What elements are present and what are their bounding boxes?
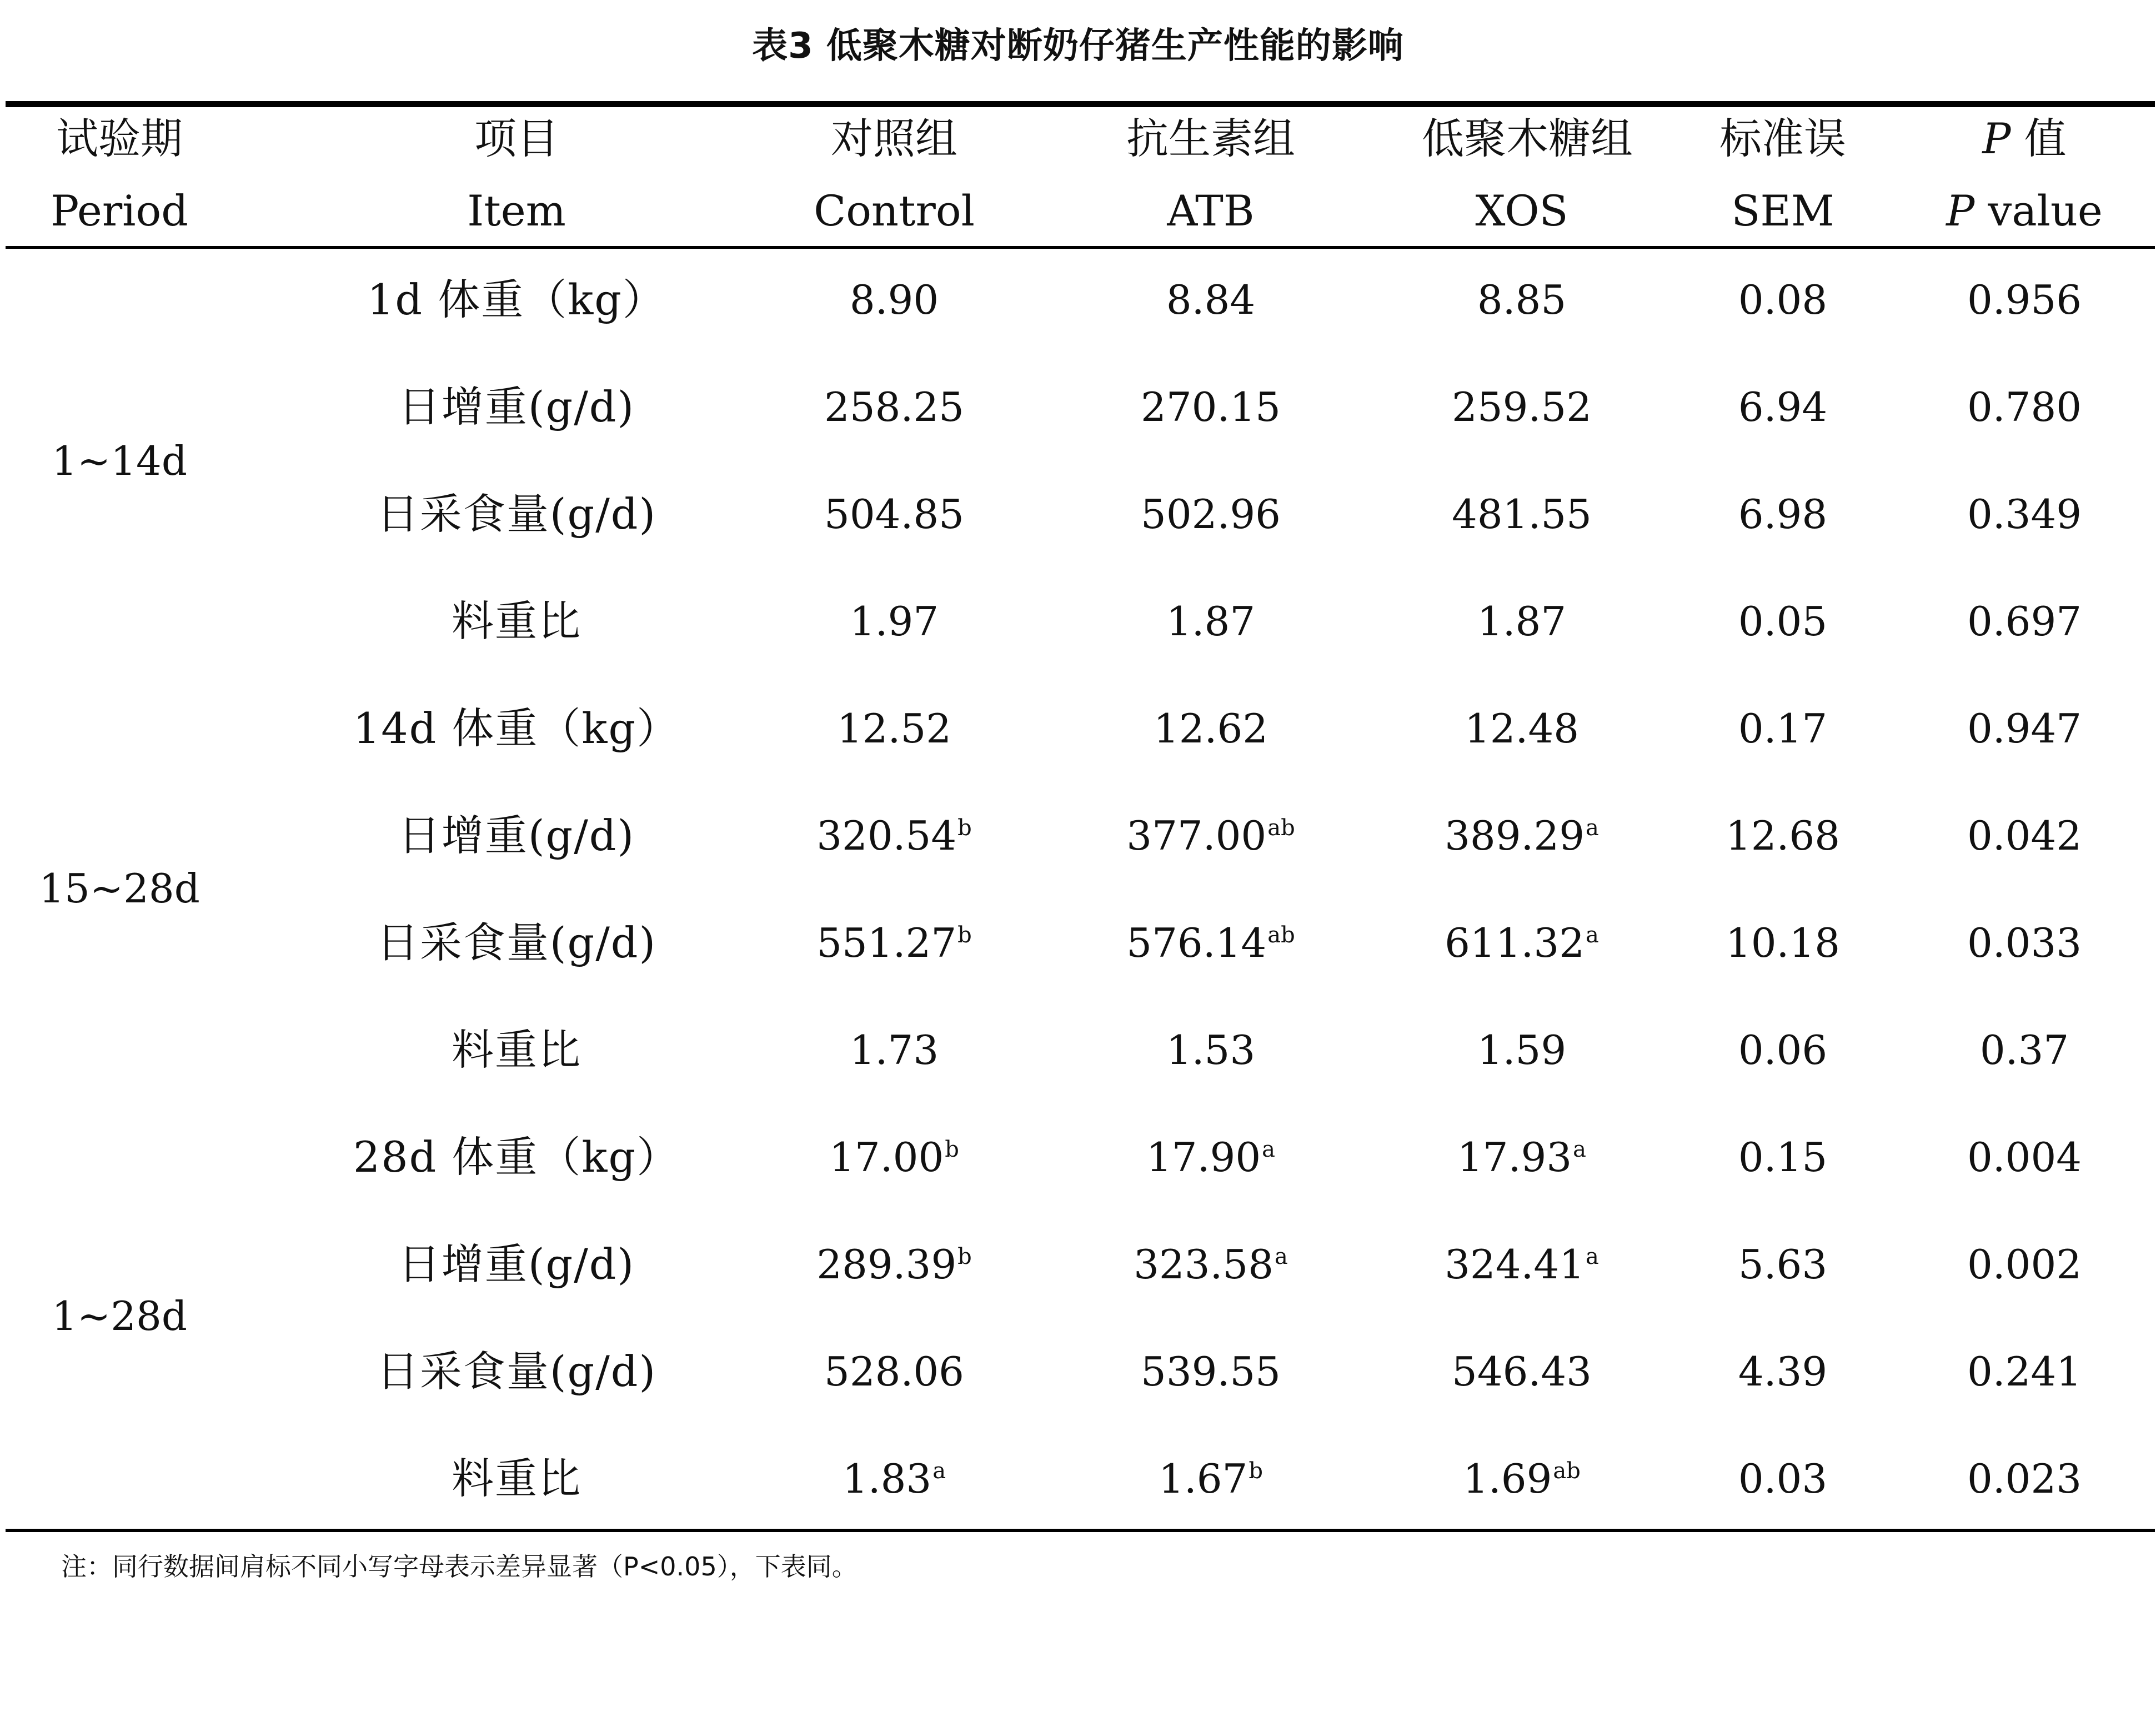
sem-value: 4.39 bbox=[1738, 1348, 1828, 1395]
significance-letter: ab bbox=[1553, 1458, 1581, 1484]
value-number: 576.14 bbox=[1126, 920, 1267, 966]
header-sem-zh: 标准误 bbox=[1719, 114, 1846, 163]
p-value: 0.004 bbox=[1967, 1134, 2082, 1181]
row-item: 料重比 bbox=[452, 1025, 581, 1075]
xos-value: 259.52 bbox=[1452, 384, 1592, 430]
atb-value: 8.84 bbox=[1166, 277, 1256, 323]
sem-value: 6.94 bbox=[1738, 384, 1828, 430]
sem-value: 0.15 bbox=[1738, 1134, 1828, 1181]
header-p-italic-en: P bbox=[1946, 186, 1975, 235]
xos-value bbox=[1422, 1237, 1622, 1292]
xos-value bbox=[1422, 915, 1622, 971]
atb-value bbox=[1111, 915, 1311, 971]
p-value: 0.002 bbox=[1967, 1241, 2082, 1288]
header-p-en-text: value bbox=[1974, 186, 2103, 235]
xos-value: 546.43 bbox=[1452, 1348, 1592, 1395]
header-p-zh bbox=[1922, 111, 2127, 167]
row-item: 日增重(g/d) bbox=[398, 382, 635, 431]
header-p-italic: P bbox=[1982, 114, 2011, 163]
value-number: 289.39 bbox=[816, 1241, 957, 1288]
value-number: 17.00 bbox=[829, 1134, 944, 1181]
p-value: 0.947 bbox=[1967, 705, 2082, 752]
sem-value: 0.05 bbox=[1738, 598, 1828, 645]
xos-value: 481.55 bbox=[1452, 491, 1592, 538]
row-item: 日增重(g/d) bbox=[398, 1239, 635, 1289]
p-value: 0.349 bbox=[1967, 491, 2082, 538]
atb-value: 502.96 bbox=[1141, 491, 1281, 538]
period-label: 1~14d bbox=[52, 438, 187, 484]
p-value: 0.023 bbox=[1967, 1455, 2082, 1502]
sem-value: 0.06 bbox=[1738, 1027, 1828, 1073]
header-atb-zh: 抗生素组 bbox=[1126, 114, 1295, 163]
atb-value bbox=[1111, 808, 1311, 863]
p-value: 0.697 bbox=[1967, 598, 2082, 645]
value-number: 389.29 bbox=[1445, 812, 1585, 859]
atb-value bbox=[1111, 1451, 1311, 1507]
value-number: 1.83 bbox=[842, 1455, 932, 1502]
significance-letter: ab bbox=[1267, 815, 1295, 841]
row-item: 料重比 bbox=[452, 596, 581, 646]
row-item: 料重比 bbox=[452, 1454, 581, 1503]
header-item-en: Item bbox=[467, 186, 566, 235]
period-label: 1~28d bbox=[52, 1293, 187, 1339]
header-period-zh: 试验期 bbox=[56, 114, 183, 163]
header-control-zh: 对照组 bbox=[831, 114, 957, 163]
header-atb-en: ATB bbox=[1167, 186, 1255, 235]
value-number: 323.58 bbox=[1134, 1241, 1274, 1288]
control-value: 8.90 bbox=[849, 277, 939, 323]
significance-letter: b bbox=[957, 922, 972, 948]
control-value bbox=[794, 1237, 994, 1292]
xos-value bbox=[1422, 1451, 1622, 1507]
value-number: 17.90 bbox=[1146, 1134, 1261, 1181]
header-rule bbox=[6, 246, 2155, 249]
control-value bbox=[794, 808, 994, 863]
atb-value bbox=[1111, 1129, 1311, 1185]
table-title: 表3 低聚木糖对断奶仔猪生产性能的影响 bbox=[752, 26, 1404, 67]
xos-value: 1.87 bbox=[1477, 598, 1567, 645]
significance-letter: b bbox=[1249, 1458, 1263, 1484]
significance-letter: a bbox=[1573, 1137, 1586, 1162]
value-number: 1.67 bbox=[1159, 1455, 1248, 1502]
control-value: 12.52 bbox=[836, 705, 952, 752]
top-rule bbox=[6, 101, 2155, 107]
xos-value bbox=[1422, 808, 1622, 863]
period-label: 15~28d bbox=[39, 865, 200, 912]
significance-letter: a bbox=[932, 1458, 946, 1484]
row-item: 28d 体重（kg） bbox=[353, 1132, 680, 1182]
control-value: 528.06 bbox=[824, 1348, 964, 1395]
row-item: 14d 体重（kg） bbox=[353, 704, 680, 753]
header-sem-en: SEM bbox=[1731, 186, 1834, 235]
control-value: 1.97 bbox=[849, 598, 939, 645]
control-value: 504.85 bbox=[824, 491, 964, 538]
sem-value: 10.18 bbox=[1725, 920, 1841, 966]
header-xos-en: XOS bbox=[1475, 186, 1568, 235]
value-number: 611.32 bbox=[1445, 920, 1585, 966]
value-number: 324.41 bbox=[1445, 1241, 1585, 1288]
xos-value: 1.59 bbox=[1477, 1027, 1567, 1073]
xos-value: 8.85 bbox=[1477, 277, 1567, 323]
significance-letter: b bbox=[957, 1244, 972, 1269]
value-number: 320.54 bbox=[816, 812, 957, 859]
xos-value bbox=[1422, 1129, 1622, 1185]
table-footnote: 注：同行数据间肩标不同小写字母表示差异显著（P<0.05），下表同。 bbox=[61, 1552, 858, 1582]
control-value: 258.25 bbox=[824, 384, 964, 430]
sem-value: 6.98 bbox=[1738, 491, 1828, 538]
value-number: 377.00 bbox=[1126, 812, 1267, 859]
row-item: 日增重(g/d) bbox=[398, 811, 635, 860]
header-item-zh: 项目 bbox=[474, 114, 559, 163]
control-value: 1.73 bbox=[849, 1027, 939, 1073]
sem-value: 0.08 bbox=[1738, 277, 1828, 323]
header-p-en bbox=[1922, 183, 2127, 239]
significance-letter: a bbox=[1275, 1244, 1288, 1269]
p-value: 0.033 bbox=[1967, 920, 2082, 966]
header-control-en: Control bbox=[814, 186, 975, 235]
atb-value: 1.53 bbox=[1166, 1027, 1256, 1073]
value-number: 17.93 bbox=[1457, 1134, 1572, 1181]
header-xos-zh: 低聚木糖组 bbox=[1422, 114, 1633, 163]
significance-letter: ab bbox=[1267, 922, 1295, 948]
header-p-zh-text: 值 bbox=[2010, 114, 2067, 163]
significance-letter: b bbox=[957, 815, 972, 841]
significance-letter: a bbox=[1586, 1244, 1599, 1269]
atb-value: 270.15 bbox=[1141, 384, 1281, 430]
p-value: 0.37 bbox=[1979, 1027, 2069, 1073]
control-value bbox=[794, 1451, 994, 1507]
value-number: 551.27 bbox=[816, 920, 957, 966]
sem-value: 5.63 bbox=[1738, 1241, 1828, 1288]
bottom-rule bbox=[6, 1529, 2155, 1532]
p-value: 0.042 bbox=[1967, 812, 2082, 859]
control-value bbox=[794, 1129, 994, 1185]
atb-value: 1.87 bbox=[1166, 598, 1256, 645]
p-value: 0.241 bbox=[1967, 1348, 2082, 1395]
header-period-en: Period bbox=[51, 186, 188, 235]
row-item: 日采食量(g/d) bbox=[376, 918, 657, 967]
significance-letter: a bbox=[1262, 1137, 1275, 1162]
atb-value bbox=[1111, 1237, 1311, 1292]
atb-value: 539.55 bbox=[1141, 1348, 1281, 1395]
value-number: 1.69 bbox=[1463, 1455, 1552, 1502]
p-value: 0.780 bbox=[1967, 384, 2082, 430]
row-item: 日采食量(g/d) bbox=[376, 1347, 657, 1396]
control-value bbox=[794, 915, 994, 971]
xos-value: 12.48 bbox=[1464, 705, 1580, 752]
sem-value: 0.03 bbox=[1738, 1455, 1828, 1502]
significance-letter: a bbox=[1586, 815, 1599, 841]
row-item: 1d 体重（kg） bbox=[367, 275, 666, 324]
atb-value: 12.62 bbox=[1153, 705, 1268, 752]
significance-letter: b bbox=[945, 1137, 959, 1162]
row-item: 日采食量(g/d) bbox=[376, 489, 657, 539]
sem-value: 12.68 bbox=[1725, 812, 1841, 859]
sem-value: 0.17 bbox=[1738, 705, 1828, 752]
p-value: 0.956 bbox=[1967, 277, 2082, 323]
significance-letter: a bbox=[1586, 922, 1599, 948]
